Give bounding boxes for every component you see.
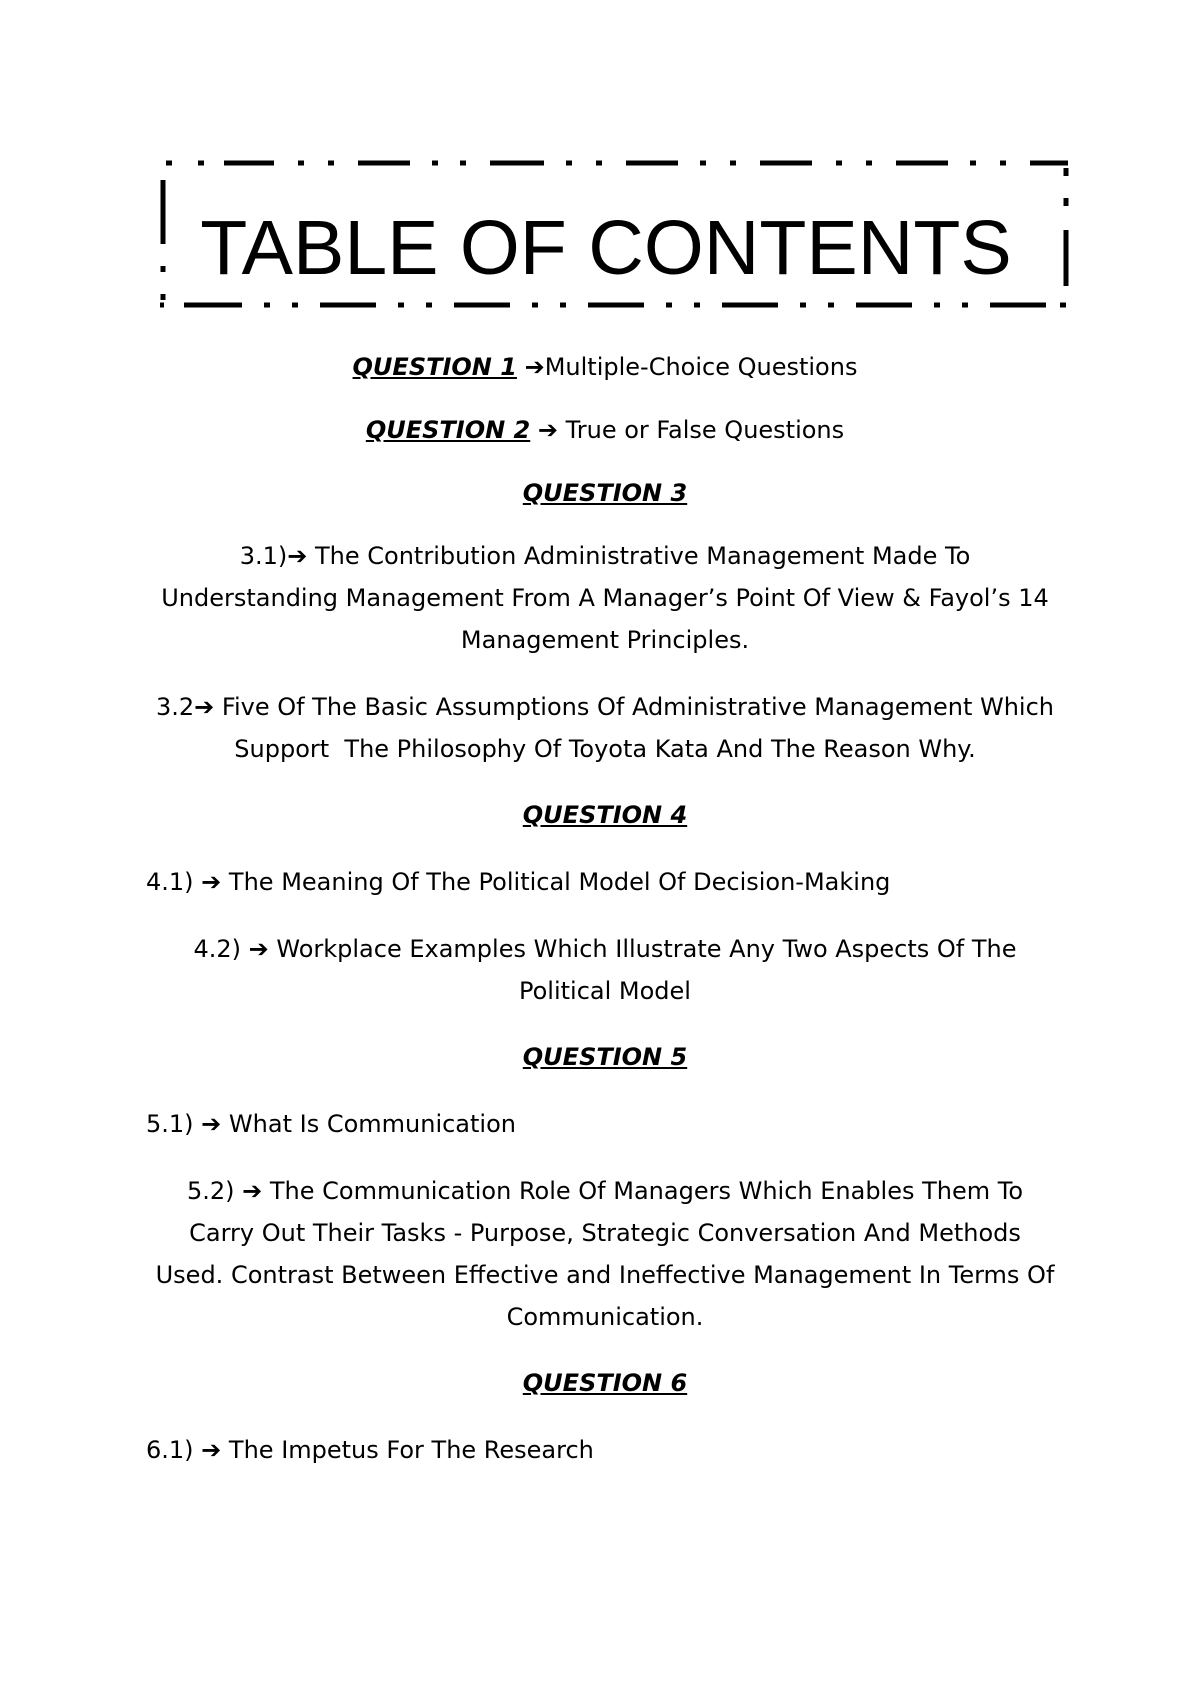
question-1-text: Multiple-Choice Questions <box>544 353 858 381</box>
item-line: Support The Philosophy Of Toyota Kata And The Reason Why. <box>234 735 976 763</box>
question-4-label: QUESTION 4 <box>522 801 688 829</box>
arrow-icon: ➔ <box>537 416 558 444</box>
arrow-icon: ➔ <box>242 1177 263 1205</box>
arrow-icon: ➔ <box>201 868 222 896</box>
item-line: The Communication Role Of Managers Which Enables Them To <box>269 1177 1024 1205</box>
toc-entry-5-1 <box>146 1103 516 1145</box>
item-line: Carry Out Their Tasks - Purpose, Strategic Conversation And Methods <box>189 1219 1021 1247</box>
item-number: 4.1) <box>146 868 194 896</box>
item-line: What Is Communication <box>228 1110 516 1138</box>
arrow-icon: ➔ <box>287 542 308 570</box>
question-3-label: QUESTION 3 <box>522 479 688 507</box>
item-line: Workplace Examples Which Illustrate Any Two Aspects Of The <box>276 935 1017 963</box>
question-2-label: QUESTION 2 <box>365 416 531 444</box>
toc-entry-6-1 <box>146 1429 594 1471</box>
item-line: The Impetus For The Research <box>228 1436 594 1464</box>
toc-entry-3-1 <box>140 535 1070 661</box>
item-line: Political Model <box>519 977 691 1005</box>
toc-entry-q1 <box>140 346 1070 388</box>
question-5-label: QUESTION 5 <box>522 1043 688 1071</box>
question-2-text: True or False Questions <box>565 416 845 444</box>
arrow-icon: ➔ <box>524 353 545 381</box>
arrow-icon: ➔ <box>248 935 269 963</box>
question-6-label: QUESTION 6 <box>522 1369 688 1397</box>
item-number: 3.2 <box>155 693 195 721</box>
toc-heading-q3 <box>140 472 1070 514</box>
toc-entry-5-2 <box>140 1170 1070 1338</box>
toc-heading-q6 <box>140 1362 1070 1404</box>
item-number: 5.1) <box>146 1110 194 1138</box>
toc-heading-q4 <box>140 794 1070 836</box>
item-line: The Contribution Administrative Management Made To <box>315 542 971 570</box>
toc-entry-4-1 <box>146 861 890 903</box>
arrow-icon: ➔ <box>201 1436 222 1464</box>
title-frame <box>160 158 1072 310</box>
item-number: 4.2) <box>193 935 241 963</box>
item-line: Management Principles. <box>460 626 750 654</box>
item-number: 6.1) <box>146 1436 194 1464</box>
question-1-label: QUESTION 1 <box>352 353 517 381</box>
toc-entry-4-2 <box>140 928 1070 1012</box>
item-line: The Meaning Of The Political Model Of Decision-Making <box>228 868 891 896</box>
toc-heading-q5 <box>140 1036 1070 1078</box>
item-line: Five Of The Basic Assumptions Of Administrative Management Which <box>221 693 1055 721</box>
toc-entry-q2 <box>140 409 1070 451</box>
page-title: TABLE OF CONTENTS <box>200 205 1012 291</box>
item-line: Understanding Management From A Manager’s Point Of View & Fayol’s 14 <box>161 584 1049 612</box>
item-line: Used. Contrast Between Effective and Ineffective Management In Terms Of <box>155 1261 1055 1289</box>
arrow-icon: ➔ <box>194 693 215 721</box>
item-number: 5.2) <box>186 1177 235 1205</box>
item-number: 3.1) <box>239 542 288 570</box>
item-line: Communication. <box>506 1303 704 1331</box>
arrow-icon: ➔ <box>201 1110 222 1138</box>
toc-entry-3-2 <box>140 686 1070 770</box>
